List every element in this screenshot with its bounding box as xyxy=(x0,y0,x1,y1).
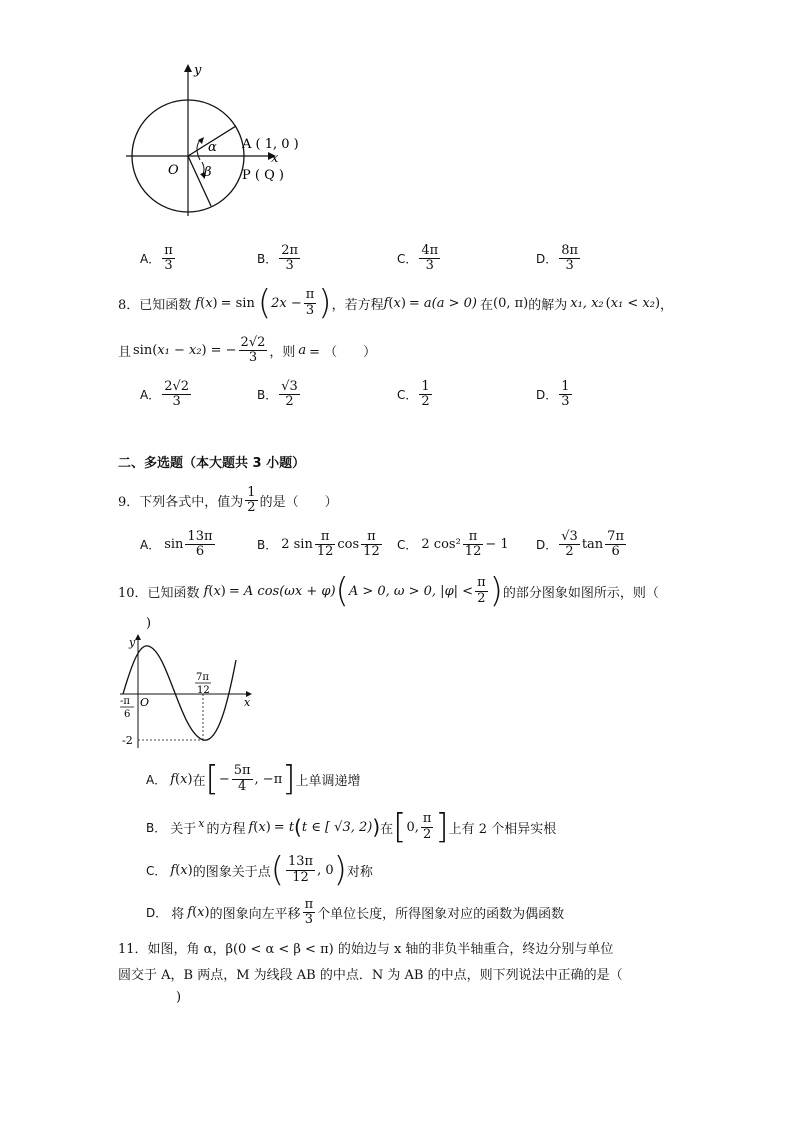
q8-option-b[interactable]: B． $\frac{√3}{2}$ xyxy=(257,379,298,410)
fraction: $\frac{1}{2}$ xyxy=(421,379,430,410)
q8-option-d[interactable]: D． $\frac{1}{3}$ xyxy=(536,379,570,410)
q9-option-c[interactable]: C． 2 cos² $\frac{\pi}{12}$ − 1 xyxy=(397,529,509,560)
origin-label: O xyxy=(140,696,150,709)
x-axis-label: x xyxy=(271,151,279,166)
q7-option-b[interactable]: B． $\frac{2\pi}{3}$ xyxy=(257,243,299,274)
q9-option-d[interactable]: D． $\frac{√3}{2}$ tan $\frac{7\pi}{6}$ xyxy=(536,529,624,560)
fraction: $\frac{\pi}{12}$ xyxy=(464,529,482,560)
x-axis-label: x xyxy=(244,696,251,709)
unit-circle-figure xyxy=(118,60,318,220)
peak-tick-den: 12 xyxy=(197,685,210,696)
q8-stem-line2: 且 sin ( x₁ − x₂ ) = − $\frac{2√2}{3}$ ，则 a = （ ） xyxy=(118,335,377,366)
q7-option-d[interactable]: D． $\frac{8\pi}{3}$ xyxy=(536,243,579,274)
fraction: $\frac{\pi}{2}$ xyxy=(477,575,486,606)
q11-stem-close: ) xyxy=(176,990,182,1005)
q9-option-a[interactable]: A． sin $\frac{13\pi}{6}$ xyxy=(140,529,213,560)
fraction: $\frac{√3}{2}$ xyxy=(281,379,298,410)
q10-option-c[interactable]: C． f ( x ) 的图象关于点 ( $\frac{13\pi}{12}$ , 0 ) 对称 xyxy=(146,850,373,890)
q8-option-a[interactable]: A． $\frac{2√2}{3}$ xyxy=(140,379,190,410)
q11-stem-line1: 11．如图，角 α，β(0 < α < β < π) 的始边与 x 轴的非负半轴重合，终边分别与单位 xyxy=(118,942,614,957)
neg-tick-den: 6 xyxy=(124,709,131,720)
origin-label: O xyxy=(168,163,179,178)
fraction: $\frac{\pi}{12}$ xyxy=(363,529,380,560)
point-p-label: P ( Q ) xyxy=(242,168,284,183)
y-axis-label: y xyxy=(194,63,202,78)
point-a-label: A ( 1, 0 ) xyxy=(242,137,299,152)
fraction: $\frac{1}{3}$ xyxy=(561,379,570,410)
y-axis-label: y xyxy=(129,636,136,649)
q10-option-b[interactable]: B． 关于 x 的方程 f ( x ) = t ( t ∈ [ √3, 2) ) 在 [ 0, $\frac{\pi}{2}$ ] 上有 2 个相异实根 xyxy=(146,807,557,847)
neg-tick-num: -π xyxy=(120,696,130,707)
fraction: $\frac{\pi}{2}$ xyxy=(422,811,432,842)
q10-stem: 10． 已知函数 f ( x ) = A cos(ωx + φ) ( A > 0, ω > 0, |φ| < $\frac{\pi}{2}$ ) 的部分图象如图所示，则（ xyxy=(118,571,659,611)
wave-figure xyxy=(118,632,258,752)
fraction: $\frac{5\pi}{4}$ xyxy=(233,763,251,794)
q9-stem: 9． 下列各式中，值为 $\frac{1}{2}$ 的是（ ） xyxy=(118,485,338,516)
section-heading: 二、多选题（本大题共 3 小题） xyxy=(118,456,306,471)
peak-tick-num: 7π xyxy=(196,672,209,683)
q9-option-b[interactable]: B． 2 sin $\frac{\pi}{12}$ cos $\frac{\pi}{12}$ xyxy=(257,529,380,560)
fraction: $\frac{\pi}{3}$ xyxy=(304,897,314,928)
q8-option-c[interactable]: C． $\frac{1}{2}$ xyxy=(397,379,430,410)
min-tick-label: -2 xyxy=(122,734,133,747)
fraction: $\frac{\pi}{3}$ xyxy=(164,243,173,274)
fraction: $\frac{2\pi}{3}$ xyxy=(281,243,299,274)
fraction: $\frac{\pi}{3}$ xyxy=(305,287,315,318)
fraction: $\frac{13\pi}{6}$ xyxy=(187,529,213,560)
q10-stem-close: ) xyxy=(146,616,152,631)
fraction: $\frac{4\pi}{3}$ xyxy=(421,243,439,274)
fraction: $\frac{√3}{2}$ xyxy=(561,529,578,560)
fraction: $\frac{8\pi}{3}$ xyxy=(561,243,579,274)
fraction: $\frac{2√2}{3}$ xyxy=(164,379,190,410)
fraction: $\frac{2√2}{3}$ xyxy=(240,335,266,366)
alpha-label: α xyxy=(208,140,217,155)
q11-stem-line2: 圆交于 A，B 两点，M 为线段 AB 的中点．N 为 AB 的中点，则下列说法中正确的是（ xyxy=(118,968,623,983)
fraction: $\frac{7\pi}{6}$ xyxy=(607,529,624,560)
fraction: $\frac{\pi}{12}$ xyxy=(316,529,334,560)
q10-option-a[interactable]: A． f ( x ) 在 [ − $\frac{5\pi}{4}$ , −π ] 上单调递增 xyxy=(146,759,361,799)
beta-label: β xyxy=(204,165,212,180)
fraction: $\frac{1}{2}$ xyxy=(247,485,256,516)
q7-option-a[interactable]: A． $\frac{\pi}{3}$ xyxy=(140,243,173,274)
q8-stem-line1: 8． 已知函数 f ( x ) = sin ( 2x − $\frac{\pi}{3}$ ) ，若方程 f ( x ) = a(a > 0) 在 (0, π) 的解为 x₁, x₂ ( x₁ < x₂ ) ， xyxy=(118,283,674,323)
q7-option-c[interactable]: C． $\frac{4\pi}{3}$ xyxy=(397,243,439,274)
fraction: $\frac{13\pi}{12}$ xyxy=(287,854,314,885)
q10-option-d[interactable]: D． 将 f ( x ) 的图象向左平移 $\frac{\pi}{3}$ 个单位长度，所得图象对应的函数为偶函数 xyxy=(146,897,565,928)
